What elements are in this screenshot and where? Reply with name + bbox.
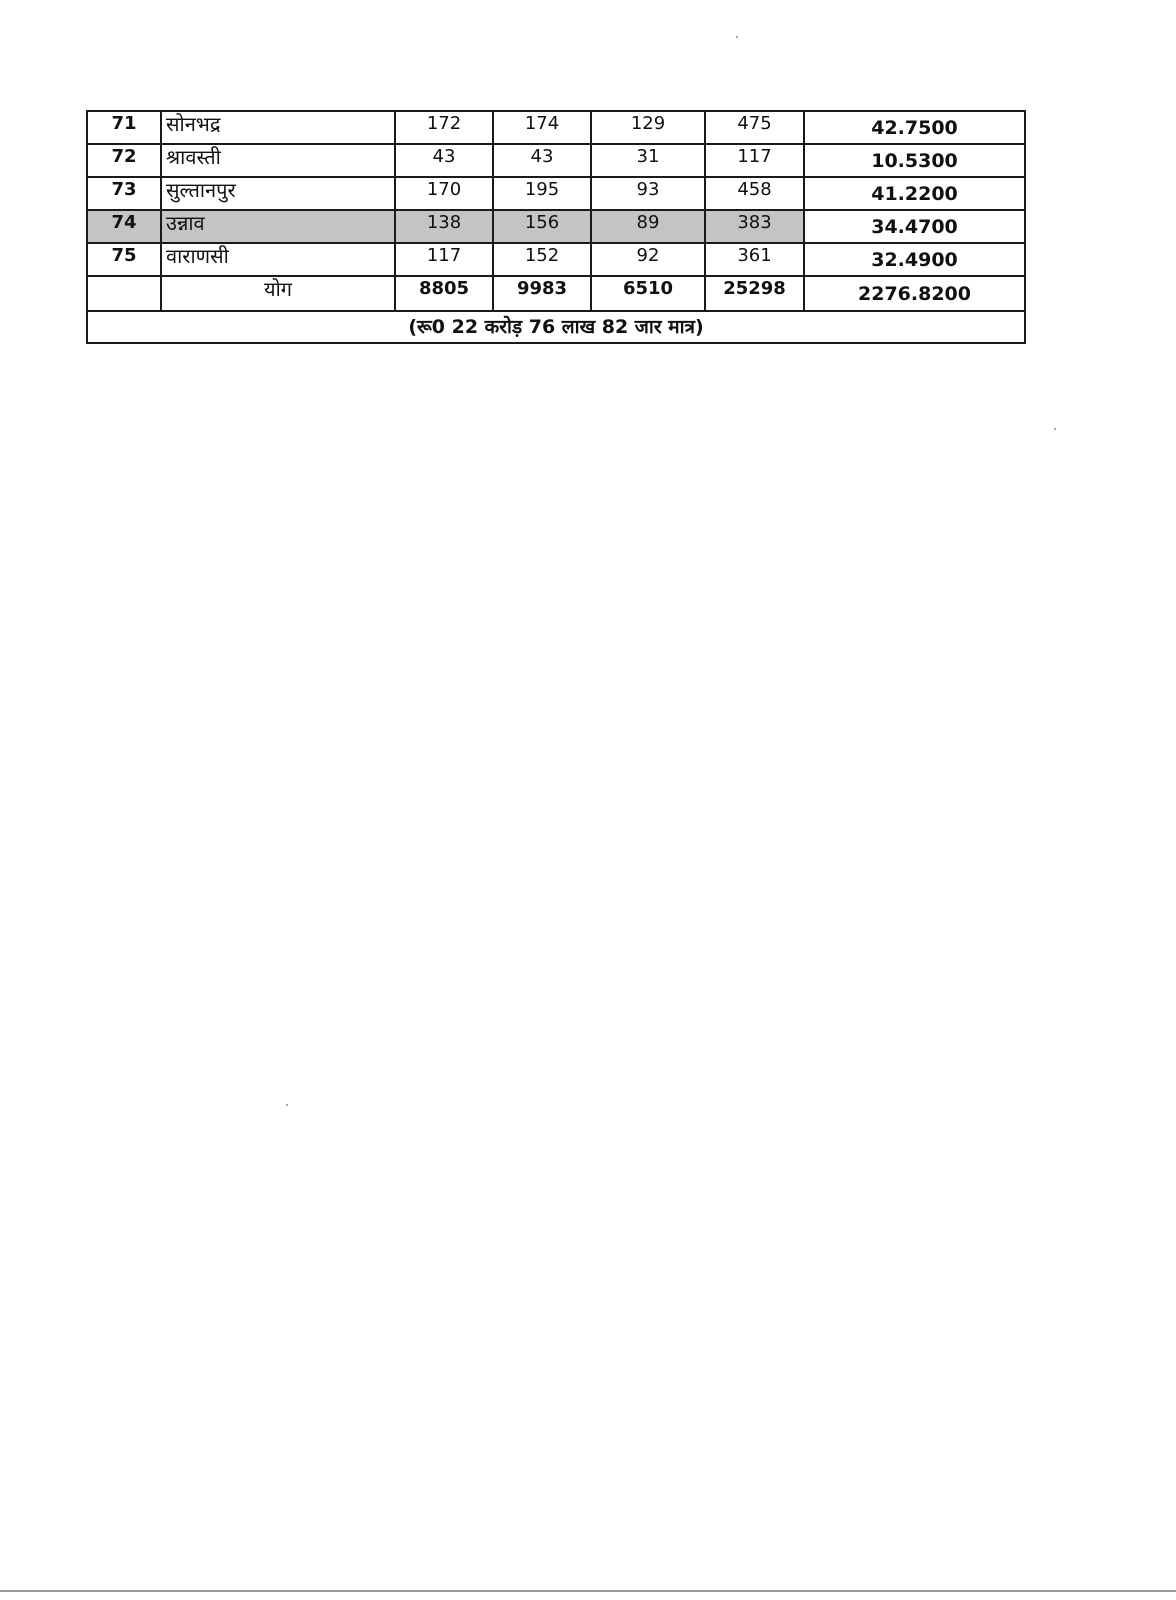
page-bottom-rule [0, 1590, 1176, 1592]
table-row [87, 144, 1025, 177]
total-count-cell: 383 [705, 210, 804, 243]
amount-cell: 34.4700 [804, 210, 1025, 243]
district-name: श्रावस्ती [161, 144, 395, 177]
grand-total-count: 25298 [705, 276, 804, 311]
serial-number: 72 [87, 144, 161, 177]
count-cell: 43 [493, 144, 591, 177]
count-cell: 92 [591, 243, 705, 276]
totals-row [87, 276, 1025, 311]
total-cell: 9983 [493, 276, 591, 311]
grand-total-amount: 2276.8200 [804, 276, 1025, 311]
serial-number: 74 [87, 210, 161, 243]
count-cell: 152 [493, 243, 591, 276]
count-cell: 129 [591, 111, 705, 144]
district-name: सोनभद्र [161, 111, 395, 144]
table-row-highlighted [87, 210, 1025, 243]
serial-number: 71 [87, 111, 161, 144]
table-row [87, 243, 1025, 276]
district-name: उन्नाव [161, 210, 395, 243]
total-count-cell: 361 [705, 243, 804, 276]
scan-speck [286, 1104, 288, 1106]
district-name: सुल्तानपुर [161, 177, 395, 210]
scan-speck [736, 36, 738, 38]
table-row [87, 111, 1025, 144]
count-cell: 117 [395, 243, 493, 276]
amount-cell: 41.2200 [804, 177, 1025, 210]
count-cell: 43 [395, 144, 493, 177]
count-cell: 31 [591, 144, 705, 177]
empty-cell [87, 276, 161, 311]
serial-number: 75 [87, 243, 161, 276]
table-row [87, 177, 1025, 210]
total-count-cell: 458 [705, 177, 804, 210]
count-cell: 195 [493, 177, 591, 210]
district-name: वाराणसी [161, 243, 395, 276]
total-cell: 6510 [591, 276, 705, 311]
totals-label: योग [161, 276, 395, 311]
total-count-cell: 475 [705, 111, 804, 144]
total-count-cell: 117 [705, 144, 804, 177]
count-cell: 174 [493, 111, 591, 144]
scan-speck [1054, 428, 1056, 430]
count-cell: 156 [493, 210, 591, 243]
district-allocation-table [86, 110, 1026, 344]
count-cell: 89 [591, 210, 705, 243]
count-cell: 172 [395, 111, 493, 144]
amount-cell: 42.7500 [804, 111, 1025, 144]
amount-in-words-row [87, 311, 1025, 343]
count-cell: 138 [395, 210, 493, 243]
amount-in-words: (रू0 22 करोड़ 76 लाख 82 जार मात्र) [87, 311, 1025, 343]
amount-cell: 32.4900 [804, 243, 1025, 276]
serial-number: 73 [87, 177, 161, 210]
amount-cell: 10.5300 [804, 144, 1025, 177]
total-cell: 8805 [395, 276, 493, 311]
count-cell: 170 [395, 177, 493, 210]
count-cell: 93 [591, 177, 705, 210]
